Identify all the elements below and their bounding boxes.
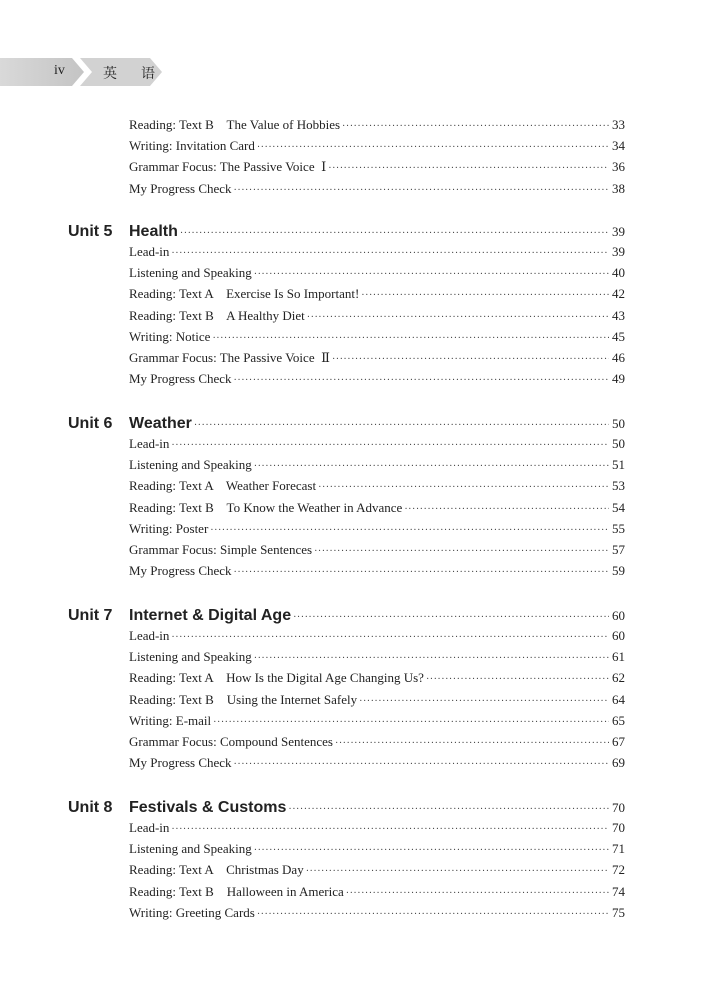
leader-dots bbox=[346, 884, 609, 904]
leader-dots bbox=[234, 755, 609, 775]
toc-entry-label: My Progress Check bbox=[129, 180, 232, 196]
toc-entry-label: My Progress Check bbox=[129, 371, 232, 387]
toc-entry-label: Grammar Focus: Compound Sentences bbox=[129, 734, 333, 749]
toc-entry[interactable] bbox=[129, 369, 625, 389]
leader-dots bbox=[335, 734, 609, 754]
toc-entry-page: 64 bbox=[612, 691, 625, 707]
toc-entry-page: 42 bbox=[612, 286, 625, 302]
toc-entry-label: Listening and Speaking bbox=[129, 265, 252, 281]
leader-dots bbox=[318, 478, 609, 498]
toc-entry-page: 40 bbox=[612, 265, 625, 281]
unit-page: 70 bbox=[612, 800, 625, 815]
toc-entry[interactable] bbox=[129, 668, 625, 688]
toc-entry-label: My Progress Check bbox=[129, 755, 232, 771]
toc-entry-page: 74 bbox=[612, 883, 625, 899]
toc-entry-page: 70 bbox=[612, 820, 625, 835]
toc-entry-label: Reading: Text B A Healthy Diet bbox=[129, 307, 305, 323]
unit-title: Festivals & Customs bbox=[129, 799, 287, 816]
leader-dots bbox=[254, 457, 609, 477]
toc-entry-page: 39 bbox=[612, 244, 625, 259]
toc-entry[interactable] bbox=[129, 476, 625, 496]
unit-title: Health bbox=[129, 223, 178, 240]
unit-heading[interactable] bbox=[68, 605, 625, 627]
toc-entry-page: 36 bbox=[612, 159, 625, 175]
toc-entry-label: My Progress Check bbox=[129, 563, 232, 579]
toc-entry-page: 59 bbox=[612, 563, 625, 579]
toc-entry[interactable] bbox=[129, 561, 625, 581]
unit-page: 60 bbox=[612, 608, 625, 623]
toc-entry[interactable] bbox=[129, 690, 625, 710]
toc-entry[interactable] bbox=[129, 348, 625, 368]
unit-title: Weather bbox=[129, 415, 192, 432]
toc-entry[interactable] bbox=[129, 136, 625, 156]
unit-heading[interactable] bbox=[68, 413, 625, 435]
toc-entry-page: 75 bbox=[612, 904, 625, 920]
toc-entry-label: Reading: Text B To Know the Weather in Advance bbox=[129, 499, 403, 515]
unit-number: Unit 8 bbox=[68, 799, 113, 816]
toc-entry[interactable] bbox=[129, 540, 625, 560]
toc-entry-label: Listening and Speaking bbox=[129, 841, 252, 857]
toc-entry[interactable] bbox=[129, 711, 625, 731]
toc-entry-page: 55 bbox=[612, 520, 625, 536]
toc-entry-page: 45 bbox=[612, 328, 625, 344]
leader-dots bbox=[426, 670, 609, 690]
leader-dots bbox=[254, 649, 609, 669]
toc-entry[interactable] bbox=[129, 519, 625, 539]
toc-entry[interactable] bbox=[129, 242, 625, 262]
leader-dots bbox=[342, 117, 609, 137]
toc-entry-page: 53 bbox=[612, 478, 625, 494]
toc-entry-label: Listening and Speaking bbox=[129, 457, 252, 473]
toc-entry[interactable] bbox=[129, 179, 625, 199]
leader-dots bbox=[361, 286, 609, 306]
leader-dots bbox=[171, 436, 609, 456]
leader-dots bbox=[171, 244, 609, 264]
toc-entry-page: 65 bbox=[612, 712, 625, 728]
toc-entry-label: Writing: E-mail bbox=[129, 712, 212, 728]
unit-title: Internet & Digital Age bbox=[129, 607, 292, 624]
toc-entry-label: Lead-in bbox=[129, 244, 170, 259]
toc-entry-page: 62 bbox=[612, 670, 625, 686]
leader-dots bbox=[307, 308, 609, 328]
toc-entry-label: Grammar Focus: The Passive Voice Ⅱ bbox=[129, 350, 330, 365]
toc-entry-label: Lead-in bbox=[129, 820, 170, 835]
leader-dots bbox=[257, 138, 609, 158]
toc-entry[interactable] bbox=[129, 157, 625, 177]
leader-dots bbox=[254, 841, 609, 861]
leader-dots bbox=[306, 862, 609, 882]
toc-entry-page: 61 bbox=[612, 649, 625, 665]
toc-entry-page: 67 bbox=[612, 734, 625, 749]
toc-entry[interactable] bbox=[129, 327, 625, 347]
toc-entry-page: 46 bbox=[612, 350, 625, 365]
toc-entry-page: 34 bbox=[612, 138, 625, 154]
toc-entry-label: Reading: Text B Halloween in America bbox=[129, 883, 344, 899]
leader-dots bbox=[254, 265, 609, 285]
toc-entry[interactable] bbox=[129, 263, 625, 283]
toc-entry[interactable] bbox=[129, 434, 625, 454]
leader-dots bbox=[210, 521, 609, 541]
toc-entry-page: 50 bbox=[612, 436, 625, 451]
toc-entry-label: Reading: Text A Weather Forecast bbox=[129, 478, 317, 494]
toc-entry-label: Writing: Notice bbox=[129, 328, 211, 344]
unit-number: Unit 6 bbox=[68, 415, 113, 432]
toc-entry[interactable] bbox=[129, 818, 625, 838]
leader-dots bbox=[234, 371, 609, 391]
leader-dots bbox=[234, 181, 609, 201]
leader-dots bbox=[332, 350, 609, 370]
toc-entry-page: 69 bbox=[612, 755, 625, 771]
toc-entry-label: Reading: Text A Christmas Day bbox=[129, 862, 304, 878]
toc-entry-label: Reading: Text A How Is the Digital Age Changing Us? bbox=[129, 670, 424, 686]
book-title: 英语 bbox=[103, 66, 179, 82]
toc-entry-label: Lead-in bbox=[129, 628, 170, 643]
toc-entry-label: Reading: Text B Using the Internet Safely bbox=[129, 691, 358, 707]
unit-number: Unit 7 bbox=[68, 607, 113, 624]
leader-dots bbox=[328, 159, 609, 179]
toc-entry[interactable] bbox=[129, 115, 625, 135]
unit-heading[interactable] bbox=[68, 797, 625, 819]
toc-entry[interactable] bbox=[129, 284, 625, 304]
toc-entry-page: 43 bbox=[612, 307, 625, 323]
toc-entry-page: 33 bbox=[612, 117, 625, 132]
toc-entry-label: Reading: Text B The Value of Hobbies bbox=[129, 117, 341, 132]
toc-entry-label: Grammar Focus: Simple Sentences bbox=[129, 542, 313, 557]
toc-entry-label: Writing: Invitation Card bbox=[129, 138, 255, 154]
toc-entry-page: 49 bbox=[612, 371, 625, 387]
unit-number: Unit 5 bbox=[68, 223, 113, 240]
toc-entry-label: Listening and Speaking bbox=[129, 649, 252, 665]
toc-entry[interactable] bbox=[129, 860, 625, 880]
leader-dots bbox=[212, 329, 609, 349]
toc-entry-page: 51 bbox=[612, 457, 625, 473]
toc-entry-label: Reading: Text A Exercise Is So Important! bbox=[129, 286, 360, 302]
leader-dots bbox=[171, 628, 609, 648]
toc-entry[interactable] bbox=[129, 882, 625, 902]
toc-entry-label: Writing: Poster bbox=[129, 520, 209, 536]
toc-entry[interactable] bbox=[129, 306, 625, 326]
unit-heading[interactable] bbox=[68, 221, 625, 243]
toc-entry[interactable] bbox=[129, 753, 625, 773]
toc-entry-label: Grammar Focus: The Passive Voice Ⅰ bbox=[129, 159, 327, 175]
leader-dots bbox=[314, 542, 609, 562]
toc-entry-page: 57 bbox=[612, 542, 625, 557]
toc-entry-label: Writing: Greeting Cards bbox=[129, 904, 255, 920]
unit-page: 50 bbox=[612, 416, 625, 431]
toc-entry-page: 38 bbox=[612, 180, 625, 196]
leader-dots bbox=[171, 820, 609, 840]
toc-entry[interactable] bbox=[129, 903, 625, 923]
unit-page: 39 bbox=[612, 224, 625, 239]
toc-entry-label: Lead-in bbox=[129, 436, 170, 451]
leader-dots bbox=[213, 713, 609, 733]
leader-dots bbox=[359, 692, 609, 712]
toc-entry[interactable] bbox=[129, 455, 625, 475]
leader-dots bbox=[257, 905, 609, 925]
toc-entry[interactable] bbox=[129, 839, 625, 859]
toc-entry-page: 72 bbox=[612, 862, 625, 878]
toc-entry-page: 60 bbox=[612, 628, 625, 643]
leader-dots bbox=[234, 563, 609, 583]
toc-entry[interactable] bbox=[129, 626, 625, 646]
toc-entry[interactable] bbox=[129, 732, 625, 752]
toc-entry[interactable] bbox=[129, 647, 625, 667]
toc-entry[interactable] bbox=[129, 498, 625, 518]
toc-entry-page: 54 bbox=[612, 499, 625, 515]
leader-dots bbox=[404, 500, 609, 520]
page-number: iv bbox=[54, 63, 65, 78]
toc-entry-page: 71 bbox=[612, 841, 625, 857]
